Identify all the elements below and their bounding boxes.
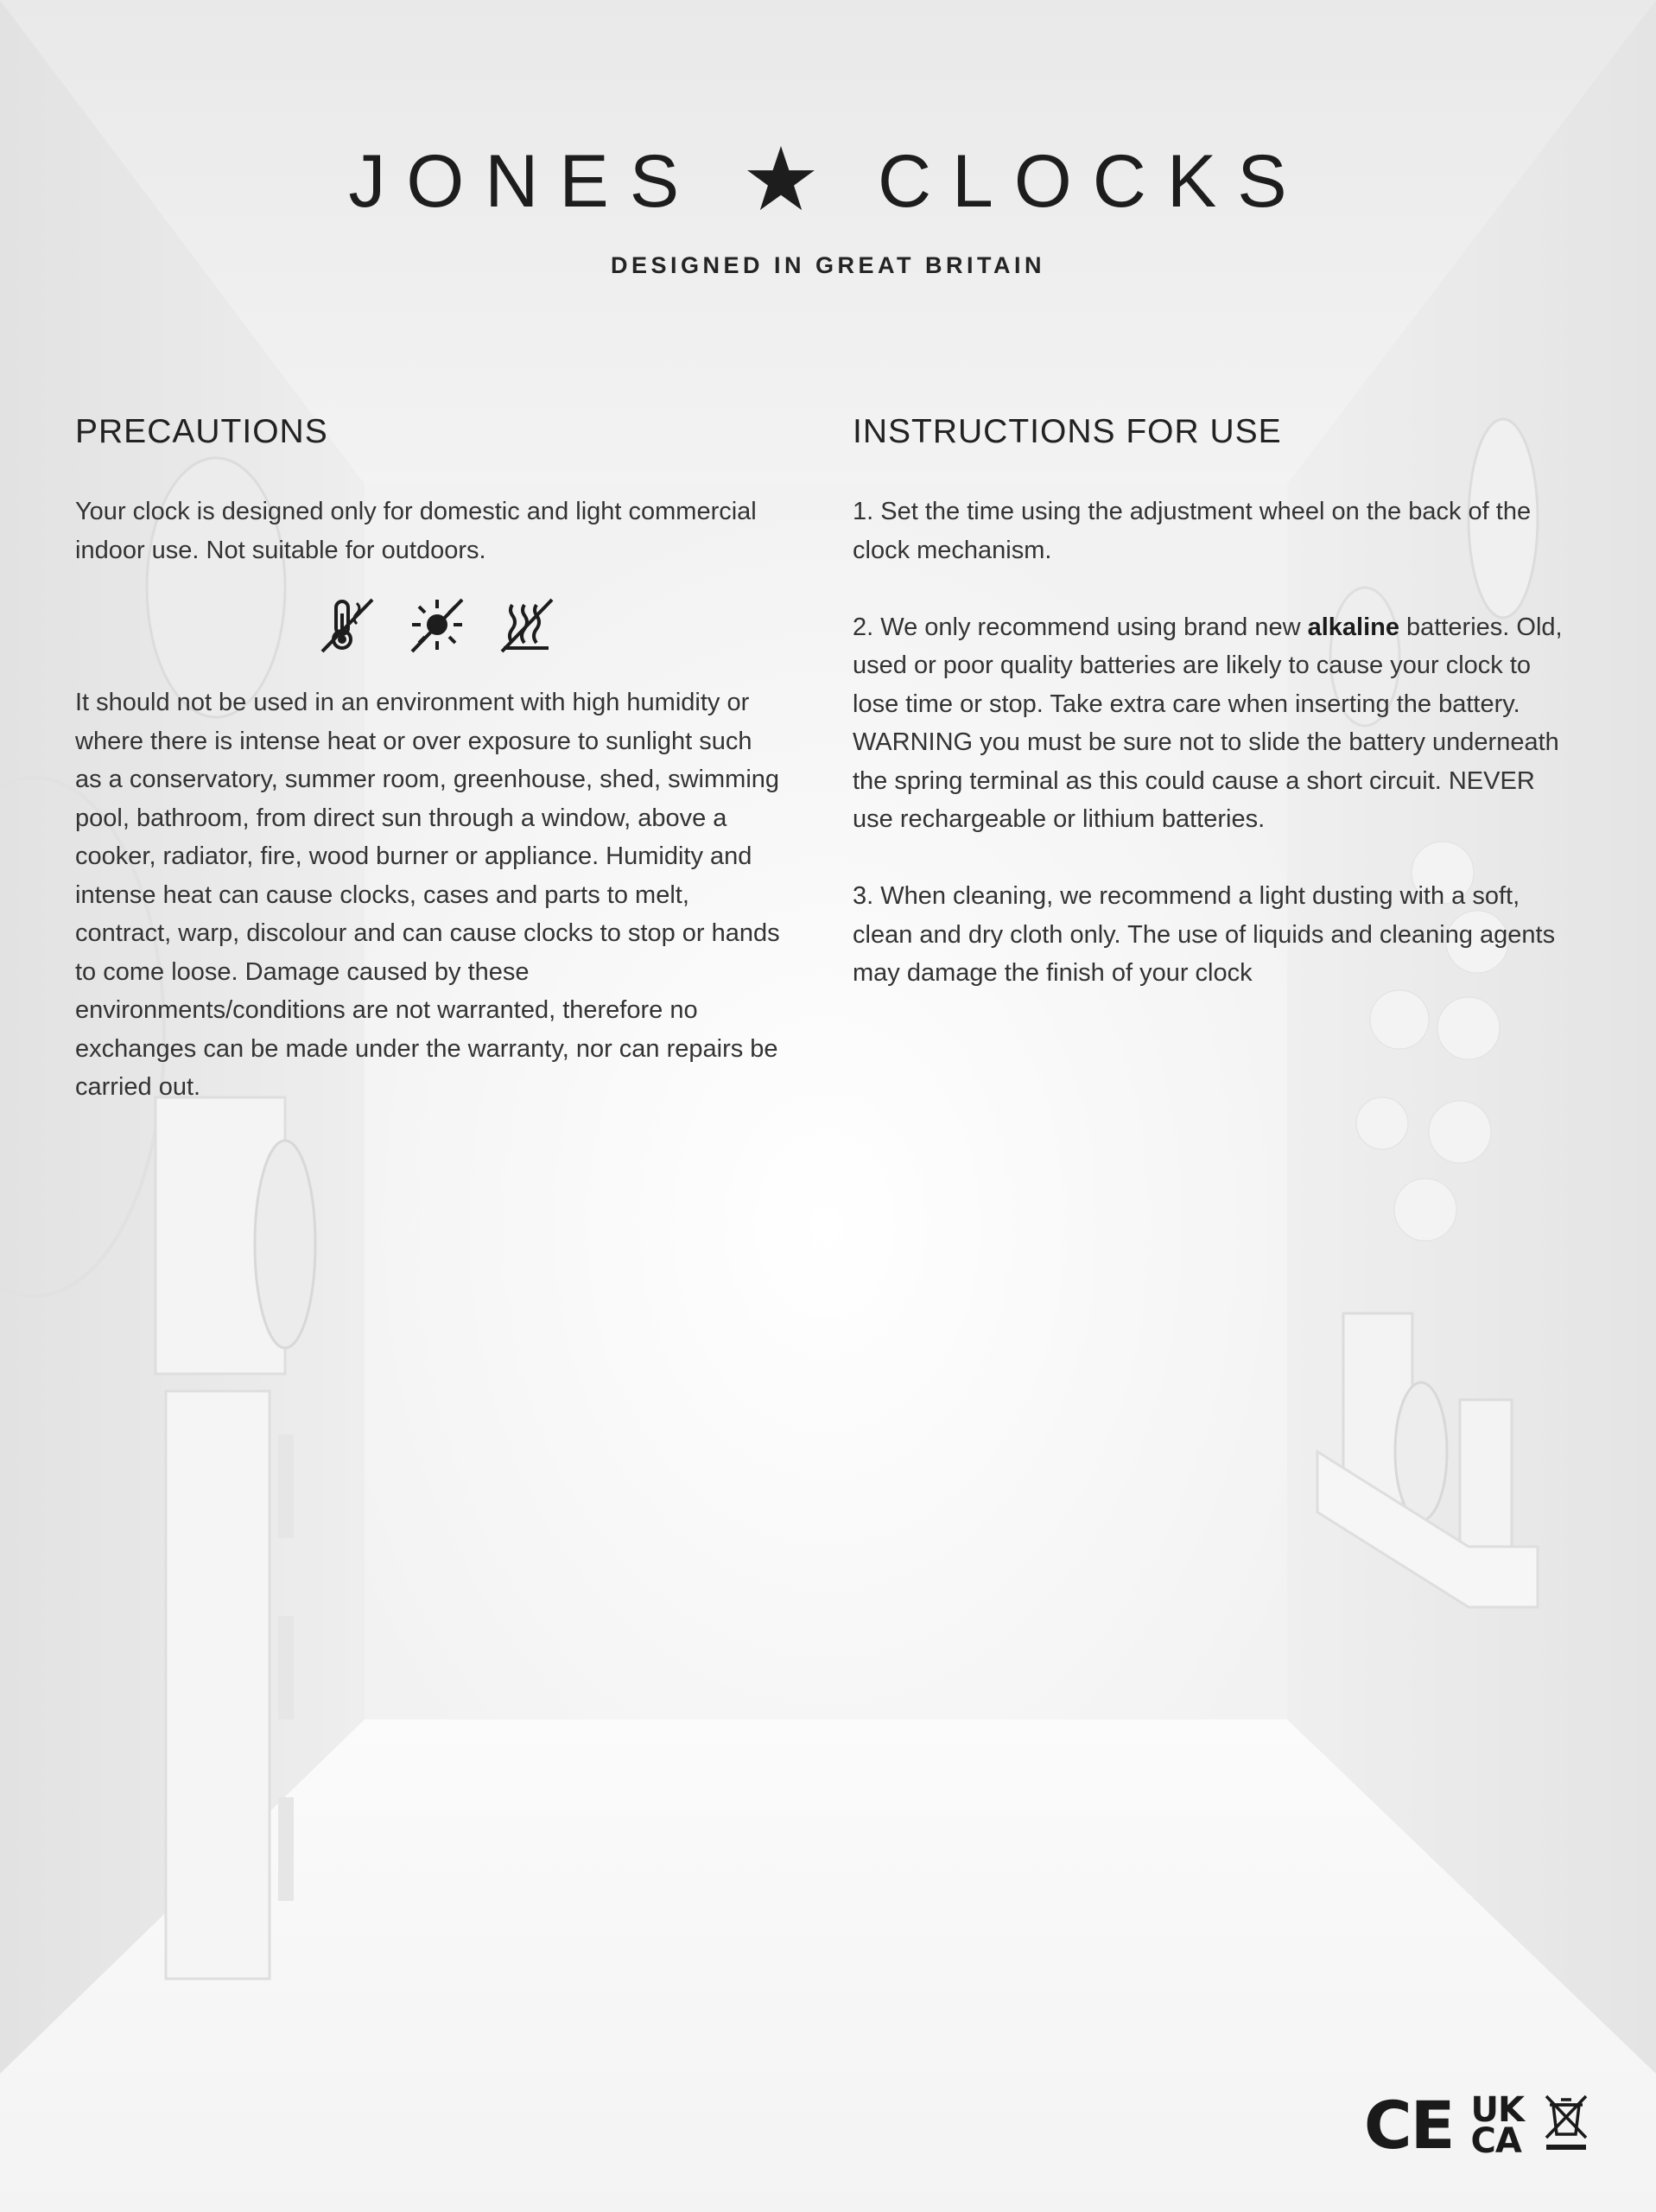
no-sunlight-icon [407, 594, 467, 659]
ce-mark: CE [1363, 2087, 1454, 2164]
instruction-step-2 [853, 608, 1578, 839]
step-2-text-before: 2. We only recommend using brand new [853, 613, 1308, 641]
brand-name-left: JONES [348, 140, 701, 223]
ukca-top: UK [1470, 2089, 1524, 2130]
warning-icons [317, 595, 784, 658]
precautions-body: It should not be used in an environment with high humidity or where there is intense heat or over exposure to sunlight such as a conservatory, summer room, greenhouse, shed, swimming pool, bathroom, from direct sun through a window, above a cooker, radiator, fire, wood burner or appliance. Humidity and intense heat can cause clocks, cases and parts to melt, contract, warp, discolour and can cause clocks to stop or hands to come loose. Damage caused by these environments/conditions are not warranted, therefore no exchanges can be made under the warranty, nor can repairs be carried out. [75, 689, 780, 1101]
no-heat-icon [317, 594, 378, 659]
instruction-step-3: 3. When cleaning, we recommend a light dusting with a soft, clean and dry cloth only. The use of liquids and cleaning agents may damage the finish of your clock [853, 882, 1556, 987]
instruction-step-1: 1. Set the time using the adjustment wheel on the back of the clock mechanism. [853, 498, 1532, 564]
star-icon [746, 143, 815, 230]
brand-logo [0, 138, 1656, 230]
no-humidity-icon [497, 594, 557, 659]
step-2-text-after: batteries. Old, used or poor quality batteries are likely to cause your clock to lose time or stop. Take extra care when inserting the battery. WARNING you must be sure not to slide the battery underneath the spring terminal as this could cause a short circuit. NEVER use rechargeable or lithium batteries. [853, 613, 1563, 833]
instructions-section [853, 406, 1578, 993]
brand-tagline: DESIGNED IN GREAT BRITAIN [610, 252, 1045, 278]
precautions-section [75, 406, 784, 1107]
ukca-mark [1470, 2089, 1524, 2161]
precautions-intro: Your clock is designed only for domestic and light commercial indoor use. Not suitable for outdoors. [75, 498, 757, 564]
ukca-bottom: CA [1470, 2120, 1521, 2161]
instructions-heading: INSTRUCTIONS FOR USE [853, 413, 1282, 450]
step-2-bold-text: alkaline [1307, 613, 1399, 641]
precautions-heading: PRECAUTIONS [75, 413, 328, 450]
brand-name-right: CLOCKS [877, 140, 1308, 223]
weee-bin-icon [1541, 2093, 1591, 2158]
compliance-marks [1364, 2087, 1591, 2164]
brand-header [0, 138, 1656, 279]
